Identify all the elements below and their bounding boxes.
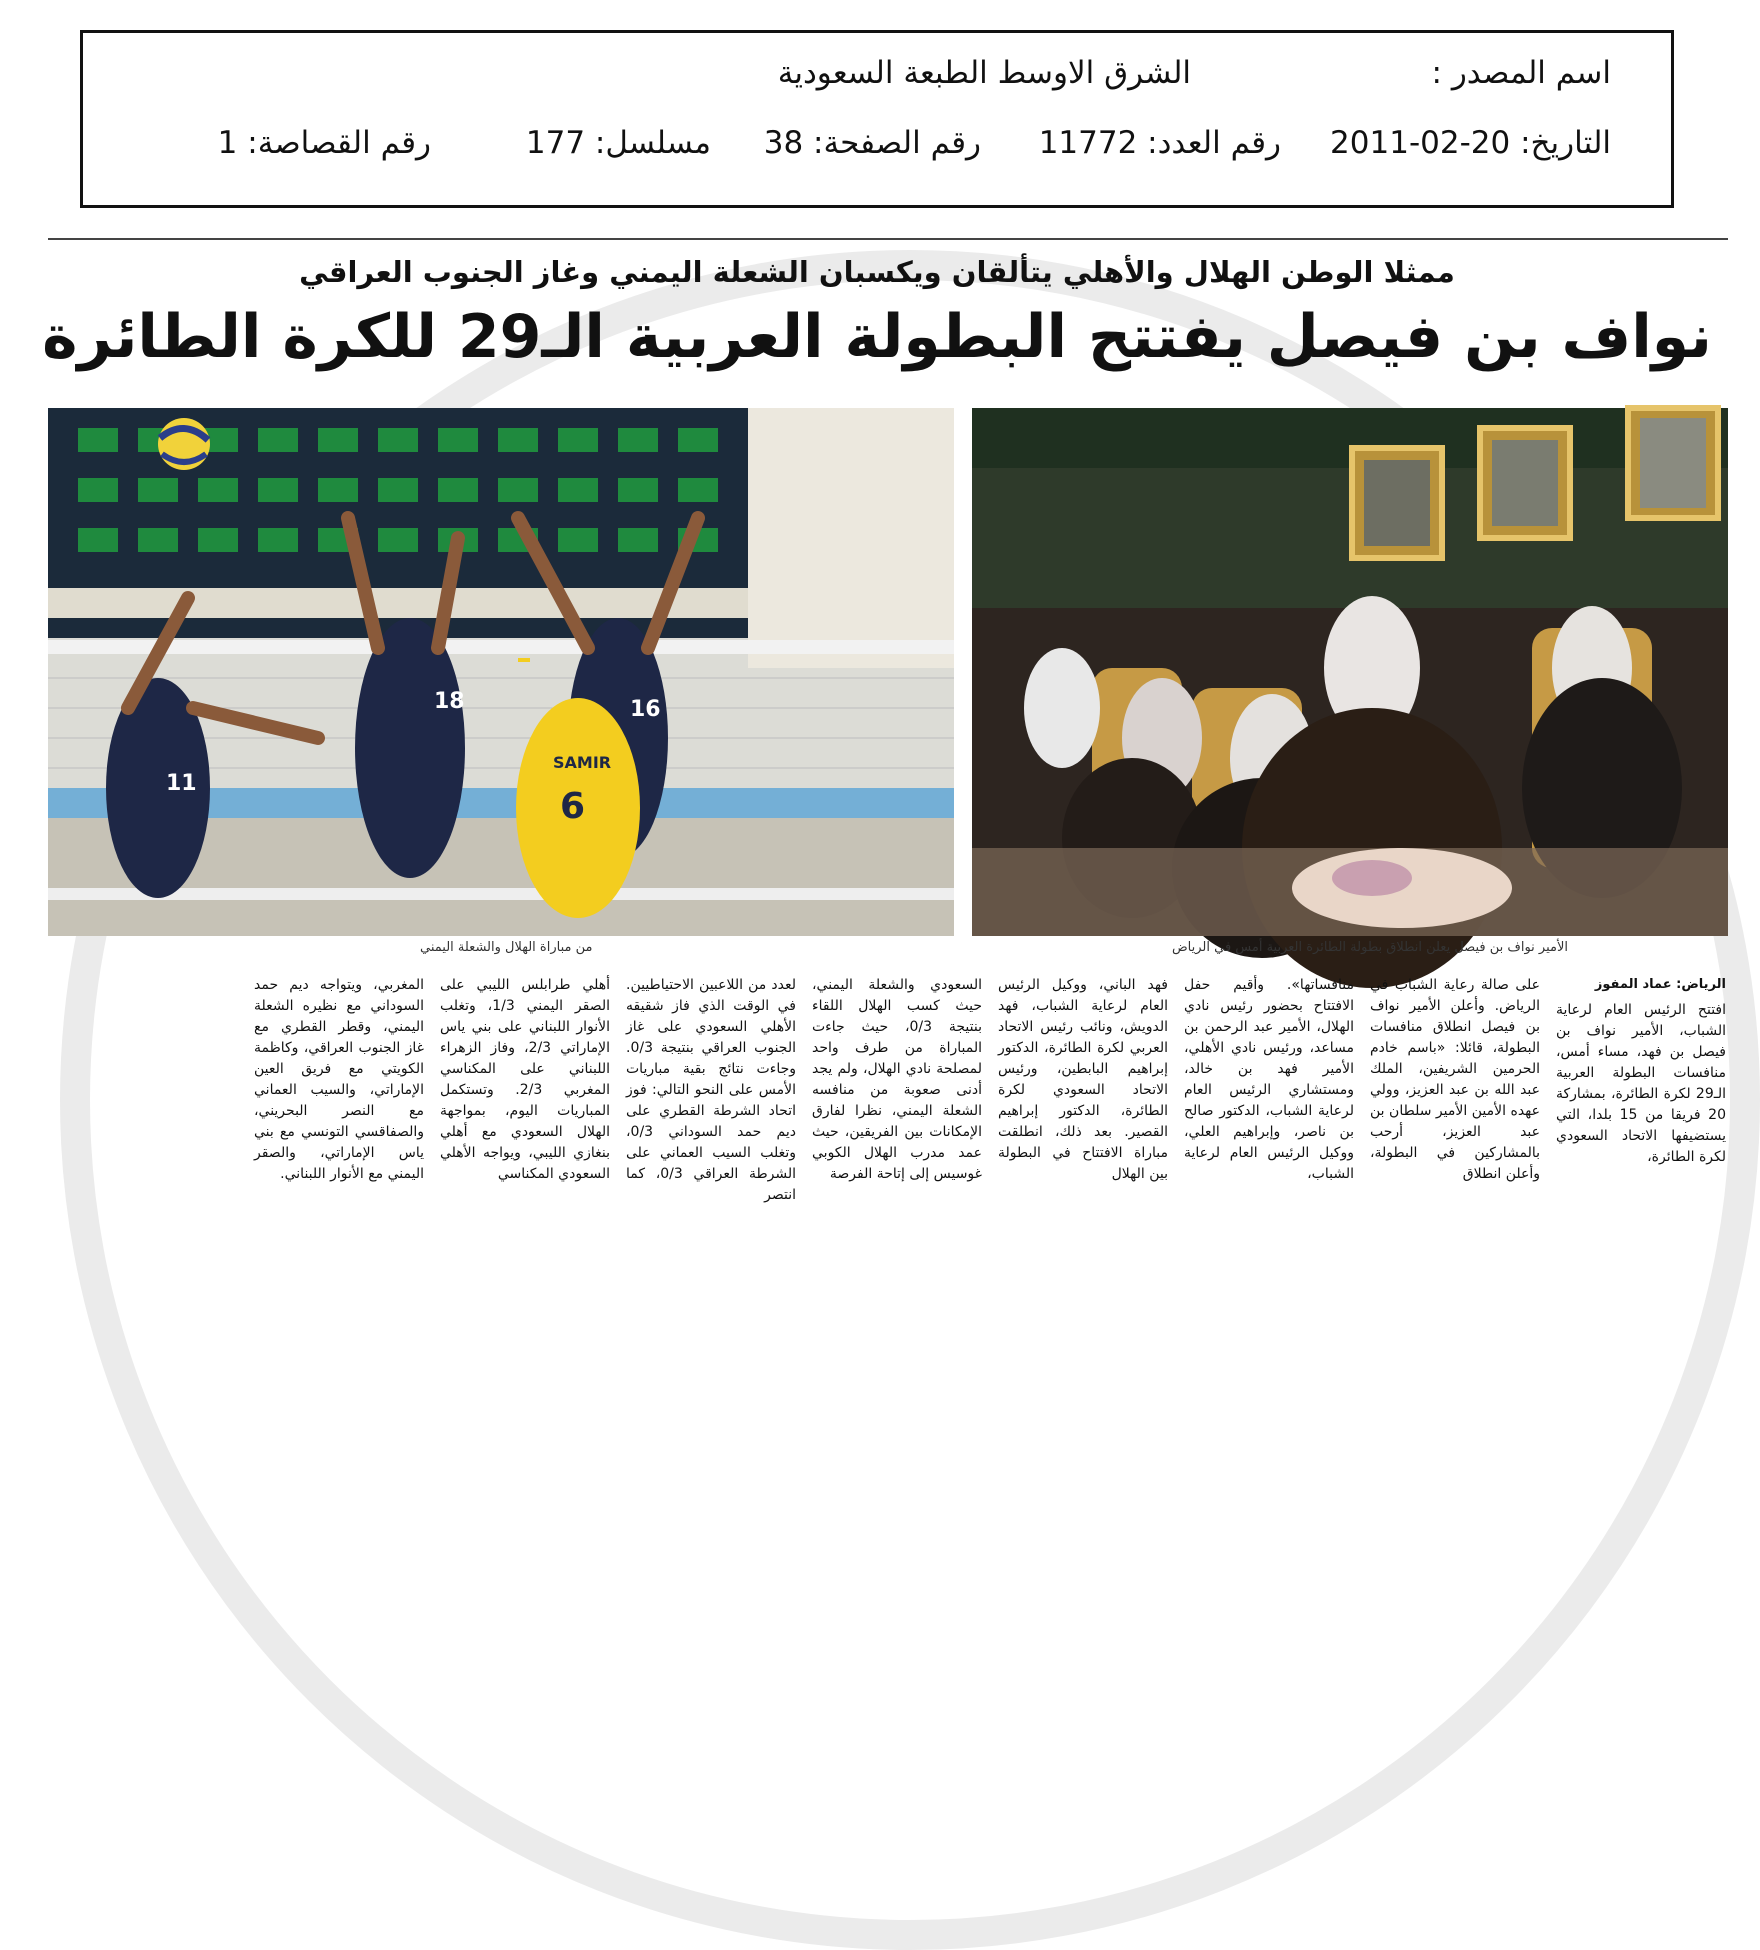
issue-field: رقم العدد: 11772	[1038, 125, 1281, 161]
source-value: الشرق الاوسط الطبعة السعودية	[777, 55, 1191, 91]
source-info-box	[80, 30, 1674, 208]
article-headline: نواف بن فيصل يفتتح البطولة العربية الـ29 للكرة الطائرة	[42, 302, 1712, 372]
jersey-number-16: 16	[630, 697, 661, 722]
jersey-samir: SAMIR	[553, 753, 612, 772]
text-column-3: منافساتها». وأقيم حفل الافتتاح بحضور رئيس نادي الهلال، الأمير عبد الرحمن بن مساعد، ورئيس نادي الأهلي، الأمير فهد بن خالد، ومستشاري الرئيس العام لرعاية الشباب، الدكتور صالح بن ناصر، وإبراهيم العلي، ووكيل الرئيس العام لرعاية الشباب،	[1184, 977, 1354, 1182]
text-column-2: على صالة رعاية الشباب في الرياض. وأعلن الأمير نواف بن فيصل انطلاق منافسات البطولة، قائلا: «باسم خادم الحرمين الشريفين، الملك عبد الله بن عبد العزيز، وولي عهده الأمين الأمير سلطان بن عبد العزيز، أرحب بالمشاركين في البطولة، وأعلن انطلاق	[1370, 977, 1540, 1182]
article-kicker: ممثلا الوطن الهلال والأهلي يتألقان ويكسبان الشعلة اليمني وغاز الجنوب العراقي	[299, 255, 1455, 289]
source-row	[143, 55, 1611, 105]
meta-row	[143, 125, 1611, 175]
text-column-6: لعدد من اللاعبين الاحتياطيين. في الوقت الذي فاز شقيقه الأهلي السعودي على غاز الجنوب العراقي بنتيجة 0/3. وجاءت نتائج بقية مباريات الأمس على النحو التالي: فوز اتحاد الشرطة القطري على ديم حمد السوداني 0/3، وتغلب السيب العماني على الشرطة العراقي 0/3، كما انتصر	[626, 977, 796, 1203]
clip-field: رقم القصاصة: 1	[217, 125, 431, 161]
text-column-1: افتتح الرئيس العام لرعاية الشباب، الأمير نواف بن فيصل بن فهد، مساء أمس، منافسات البطولة العربية الـ29 لكرة الطائرة، بمشاركة 20 فريقا من 15 بلدا، التي يستضيفها الاتحاد السعودي لكرة الطائرة،	[1556, 1002, 1726, 1165]
ceremony-caption: الأمير نواف بن فيصل يعلن انطلاق بطولة الطائرة العربية أمس في الرياض	[1171, 940, 1568, 955]
serial-field: مسلسل: 177	[525, 125, 711, 161]
volleyball-photo	[48, 408, 954, 936]
jersey-number-18: 18	[434, 689, 465, 714]
text-column-8: المغربي، ويتواجه ديم حمد السوداني مع نظيره الشعلة اليمني، وقطر القطري مع غاز الجنوب العراقي، وكاظمة الكويتي مع فريق العين الإماراتي، والسيب العماني مع النصر البحريني، والصفاقسي التونسي مع بني ياس الإماراتي، والصقر اليمني مع الأنوار اللبناني.	[254, 977, 424, 1182]
article-byline: الرياض: عماد المفوز	[1594, 977, 1726, 992]
text-column-7: أهلي طرابلس الليبي على الصقر اليمني 1/3، وتغلب الأنوار اللبناني على بني ياس الإماراتي 2/3، وفاز الزهراء اللبناني على المكناسي المغربي 2/3. وتستكمل المباريات اليوم، بمواجهة الهلال السعودي مع أهلي بنغازي الليبي، ويواجه الأهلي السعودي المكناسي	[440, 977, 611, 1182]
date-field: التاريخ: 20-02-2011	[1330, 125, 1611, 161]
ceremony-photo	[972, 408, 1728, 936]
jersey-number-11: 11	[166, 771, 197, 796]
source-label: اسم المصدر :	[1431, 55, 1611, 91]
jersey-number-6: 6	[560, 786, 586, 827]
volleyball-caption: من مباراة الهلال والشعلة اليمني	[420, 940, 593, 955]
text-column-5: السعودي والشعلة اليمني، حيث كسب الهلال اللقاء بنتيجة 0/3، حيث جاءت المباراة من طرف واحد لمصلحة نادي الهلال، ولم يجد أدنى صعوبة من منافسه الشعلة اليمني، نظرا لفارق الإمكانات بين الفريقين، حيث عمد مدرب الهلال الكوبي غوسيس إلى إتاحة الفرصة	[812, 977, 982, 1182]
header-divider	[48, 238, 1728, 240]
text-column-4: فهد الباني، ووكيل الرئيس العام لرعاية الشباب، فهد الدويش، ونائب رئيس الاتحاد العربي لكرة الطائرة، الدكتور إبراهيم البابطين، ورئيس الاتحاد السعودي لكرة الطائرة، الدكتور إبراهيم القصير. بعد ذلك، انطلقت مباراة الافتتاح في البطولة بين الهلال	[998, 977, 1168, 1182]
page-field: رقم الصفحة: 38	[763, 125, 981, 161]
